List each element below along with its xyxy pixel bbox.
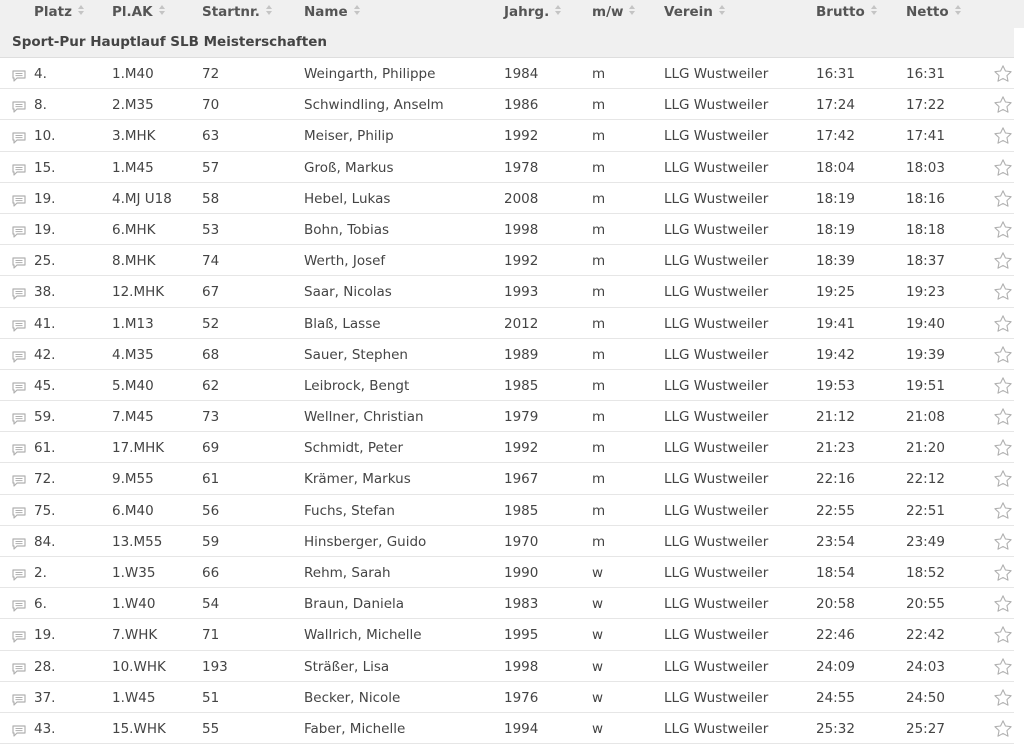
cell-startnr: 59 <box>202 533 220 550</box>
cell-brutto: 16:31 <box>816 66 855 82</box>
cell-netto: 18:52 <box>906 565 945 581</box>
comment-icon[interactable] <box>12 722 26 734</box>
cell-verein: LLG Wustweiler <box>664 627 769 644</box>
cell-mw: m <box>592 159 606 176</box>
cell-platz: 19. <box>34 627 56 644</box>
column-label: Netto <box>906 4 949 20</box>
cell-plak: 5.M40 <box>112 377 154 394</box>
table-row[interactable] <box>0 495 1014 526</box>
cell-plak: 13.M55 <box>112 533 163 550</box>
sort-icon <box>955 5 961 15</box>
comment-icon[interactable] <box>12 472 26 484</box>
cell-brutto: 18:54 <box>816 565 855 581</box>
sort-icon <box>719 5 725 15</box>
cell-mw: m <box>592 284 606 301</box>
comment-icon[interactable] <box>12 691 26 703</box>
star-icon[interactable] <box>993 532 1013 552</box>
table-row[interactable] <box>0 463 1014 494</box>
table-row[interactable] <box>0 183 1014 214</box>
cell-jahrg: 1967 <box>504 471 539 488</box>
comment-icon[interactable] <box>12 67 26 79</box>
cell-verein: LLG Wustweiler <box>664 377 769 394</box>
cell-startnr: 69 <box>202 440 220 457</box>
table-row[interactable] <box>0 245 1014 276</box>
cell-startnr: 57 <box>202 159 220 176</box>
column-label: Platz <box>34 4 72 20</box>
column-header-brutto[interactable] <box>816 4 877 20</box>
column-label: Jahrg. <box>504 4 550 20</box>
cell-startnr: 70 <box>202 97 220 114</box>
cell-jahrg: 1992 <box>504 128 539 145</box>
star-icon[interactable] <box>993 438 1013 458</box>
cell-jahrg: 1994 <box>504 720 539 737</box>
cell-startnr: 67 <box>202 284 220 301</box>
cell-jahrg: 1998 <box>504 658 539 675</box>
cell-startnr: 58 <box>202 190 220 207</box>
table-row[interactable] <box>0 619 1014 650</box>
sort-icon <box>354 5 360 15</box>
cell-jahrg: 1985 <box>504 377 539 394</box>
comment-icon[interactable] <box>12 192 26 204</box>
cell-plak: 1.W45 <box>112 689 156 706</box>
star-icon[interactable] <box>993 345 1013 365</box>
cell-jahrg: 1979 <box>504 409 539 426</box>
cell-platz: 84. <box>34 533 56 550</box>
cell-plak: 1.M45 <box>112 159 154 176</box>
cell-platz: 28. <box>34 658 56 675</box>
comment-icon[interactable] <box>12 98 26 110</box>
cell-platz: 8. <box>34 97 47 114</box>
cell-brutto: 17:24 <box>816 97 855 114</box>
cell-jahrg: 1976 <box>504 689 539 706</box>
cell-startnr: 66 <box>202 565 220 581</box>
star-icon[interactable] <box>993 189 1013 209</box>
cell-netto: 19:40 <box>906 315 945 332</box>
cell-verein: LLG Wustweiler <box>664 533 769 550</box>
cell-startnr: 51 <box>202 689 220 706</box>
column-header-jahrg[interactable] <box>504 4 561 20</box>
cell-verein: LLG Wustweiler <box>664 502 769 519</box>
column-label: Verein <box>664 4 713 20</box>
cell-netto: 23:49 <box>906 533 945 550</box>
comment-icon[interactable] <box>12 379 26 391</box>
comment-icon[interactable] <box>12 223 26 235</box>
cell-brutto: 24:55 <box>816 689 855 706</box>
cell-mw: m <box>592 315 606 332</box>
column-header-name[interactable] <box>304 4 360 20</box>
star-icon[interactable] <box>993 594 1013 614</box>
cell-name[interactable]: Werth, Josef <box>304 253 386 270</box>
cell-brutto: 22:16 <box>816 471 855 488</box>
cell-verein: LLG Wustweiler <box>664 66 769 82</box>
table-body <box>0 58 1024 744</box>
comment-icon[interactable] <box>12 441 26 453</box>
cell-mw: m <box>592 346 606 363</box>
cell-brutto: 25:32 <box>816 720 855 737</box>
cell-platz: 38. <box>34 284 56 301</box>
table-row[interactable] <box>0 339 1014 370</box>
cell-brutto: 20:58 <box>816 596 855 613</box>
cell-verein: LLG Wustweiler <box>664 284 769 301</box>
column-header-mw[interactable] <box>592 4 635 20</box>
column-header-platz[interactable] <box>34 4 84 20</box>
cell-netto: 22:51 <box>906 502 945 519</box>
cell-startnr: 62 <box>202 377 220 394</box>
cell-plak: 7.M45 <box>112 409 154 426</box>
star-icon[interactable] <box>993 657 1013 677</box>
cell-verein: LLG Wustweiler <box>664 128 769 145</box>
cell-verein: LLG Wustweiler <box>664 596 769 613</box>
cell-brutto: 18:39 <box>816 253 855 270</box>
cell-jahrg: 1992 <box>504 253 539 270</box>
star-icon[interactable] <box>993 95 1013 115</box>
cell-mw: m <box>592 471 606 488</box>
cell-netto: 19:23 <box>906 284 945 301</box>
cell-verein: LLG Wustweiler <box>664 221 769 238</box>
table-row[interactable] <box>0 214 1014 245</box>
cell-brutto: 19:53 <box>816 377 855 394</box>
cell-startnr: 72 <box>202 66 220 82</box>
cell-startnr: 52 <box>202 315 220 332</box>
cell-plak: 7.WHK <box>112 627 158 644</box>
column-label: Pl.AK <box>112 4 153 20</box>
cell-mw: w <box>592 720 604 737</box>
comment-icon[interactable] <box>12 504 26 516</box>
sort-icon <box>266 5 272 15</box>
cell-verein: LLG Wustweiler <box>664 97 769 114</box>
cell-mw: m <box>592 221 606 238</box>
cell-mw: m <box>592 253 606 270</box>
table-row[interactable] <box>0 152 1014 183</box>
cell-plak: 15.WHK <box>112 720 166 737</box>
cell-verein: LLG Wustweiler <box>664 565 769 581</box>
cell-name[interactable]: Weingarth, Philippe <box>304 66 436 82</box>
cell-brutto: 22:55 <box>816 502 855 519</box>
cell-startnr: 193 <box>202 658 228 675</box>
column-label: Name <box>304 4 348 20</box>
cell-platz: 45. <box>34 377 56 394</box>
table-row[interactable] <box>0 588 1014 619</box>
cell-verein: LLG Wustweiler <box>664 315 769 332</box>
cell-mw: m <box>592 502 606 519</box>
cell-brutto: 19:25 <box>816 284 855 301</box>
cell-plak: 1.M13 <box>112 315 154 332</box>
cell-name[interactable]: Faber, Michelle <box>304 720 406 737</box>
cell-mw: w <box>592 596 604 613</box>
cell-mw: m <box>592 533 606 550</box>
cell-platz: 15. <box>34 159 56 176</box>
star-icon[interactable] <box>993 251 1013 271</box>
table-row[interactable] <box>0 276 1014 307</box>
cell-plak: 1.W35 <box>112 565 156 581</box>
table-row[interactable] <box>0 557 1014 588</box>
cell-name[interactable]: Schmidt, Peter <box>304 440 404 457</box>
cell-plak: 1.M40 <box>112 66 154 82</box>
cell-jahrg: 1985 <box>504 502 539 519</box>
cell-mw: w <box>592 565 604 581</box>
cell-startnr: 55 <box>202 720 220 737</box>
sort-icon <box>871 5 877 15</box>
cell-plak: 12.MHK <box>112 284 165 301</box>
comment-icon[interactable] <box>12 660 26 672</box>
cell-jahrg: 1978 <box>504 159 539 176</box>
cell-platz: 41. <box>34 315 56 332</box>
cell-platz: 6. <box>34 596 47 613</box>
cell-name[interactable]: Becker, Nicole <box>304 689 401 706</box>
star-icon[interactable] <box>993 501 1013 521</box>
cell-netto: 19:39 <box>906 346 945 363</box>
cell-platz: 61. <box>34 440 56 457</box>
comment-icon[interactable] <box>12 161 26 173</box>
cell-netto: 22:12 <box>906 471 945 488</box>
cell-name[interactable]: Krämer, Markus <box>304 471 411 488</box>
comment-icon[interactable] <box>12 285 26 297</box>
star-icon[interactable] <box>993 407 1013 427</box>
sort-icon <box>78 5 84 15</box>
cell-netto: 20:55 <box>906 596 945 613</box>
group-header <box>0 28 1014 58</box>
table-row[interactable] <box>0 89 1014 120</box>
cell-jahrg: 1990 <box>504 565 539 581</box>
table-row[interactable] <box>0 58 1014 89</box>
comment-icon[interactable] <box>12 535 26 547</box>
cell-verein: LLG Wustweiler <box>664 440 769 457</box>
cell-brutto: 17:42 <box>816 128 855 145</box>
sort-icon <box>629 5 635 15</box>
star-icon[interactable] <box>993 282 1013 302</box>
cell-plak: 10.WHK <box>112 658 166 675</box>
cell-jahrg: 1992 <box>504 440 539 457</box>
cell-plak: 1.W40 <box>112 596 156 613</box>
cell-verein: LLG Wustweiler <box>664 409 769 426</box>
star-icon[interactable] <box>993 314 1013 334</box>
table-row[interactable] <box>0 432 1014 463</box>
cell-name[interactable]: Hebel, Lukas <box>304 190 391 207</box>
cell-netto: 22:42 <box>906 627 945 644</box>
column-header-startnr[interactable] <box>202 4 272 20</box>
column-header-verein[interactable] <box>664 4 725 20</box>
cell-name[interactable]: Bohn, Tobias <box>304 221 390 238</box>
cell-brutto: 22:46 <box>816 627 855 644</box>
cell-jahrg: 1989 <box>504 346 539 363</box>
table-row[interactable] <box>0 651 1014 682</box>
cell-plak: 6.M40 <box>112 502 154 519</box>
comment-icon[interactable] <box>12 410 26 422</box>
cell-plak: 2.M35 <box>112 97 154 114</box>
star-icon[interactable] <box>993 126 1013 146</box>
cell-mw: w <box>592 627 604 644</box>
cell-plak: 3.MHK <box>112 128 156 145</box>
cell-platz: 42. <box>34 346 56 363</box>
cell-mw: m <box>592 66 606 82</box>
star-icon[interactable] <box>993 688 1013 708</box>
star-icon[interactable] <box>993 220 1013 240</box>
group-title: Sport-Pur Hauptlauf SLB Meisterschaften <box>12 34 327 50</box>
comment-icon[interactable] <box>12 254 26 266</box>
cell-netto: 24:03 <box>906 658 945 675</box>
cell-netto: 21:08 <box>906 409 945 426</box>
cell-name[interactable]: Sauer, Stephen <box>304 346 408 363</box>
cell-platz: 43. <box>34 720 56 737</box>
table-row[interactable] <box>0 120 1014 151</box>
table-header <box>0 0 1024 28</box>
cell-startnr: 54 <box>202 596 220 613</box>
comment-icon[interactable] <box>12 317 26 329</box>
cell-netto: 18:16 <box>906 190 945 207</box>
cell-verein: LLG Wustweiler <box>664 159 769 176</box>
cell-netto: 17:22 <box>906 97 945 114</box>
cell-verein: LLG Wustweiler <box>664 471 769 488</box>
cell-platz: 2. <box>34 565 47 581</box>
comment-icon[interactable] <box>12 566 26 578</box>
cell-name[interactable]: Fuchs, Stefan <box>304 502 395 519</box>
comment-icon[interactable] <box>12 628 26 640</box>
cell-startnr: 74 <box>202 253 220 270</box>
cell-plak: 9.M55 <box>112 471 154 488</box>
star-icon[interactable] <box>993 719 1013 739</box>
cell-name[interactable]: Wallrich, Michelle <box>304 627 422 644</box>
cell-mw: m <box>592 128 606 145</box>
cell-mw: w <box>592 689 604 706</box>
cell-verein: LLG Wustweiler <box>664 720 769 737</box>
cell-platz: 4. <box>34 66 47 82</box>
cell-name[interactable]: Saar, Nicolas <box>304 284 392 301</box>
column-label: Brutto <box>816 4 865 20</box>
cell-brutto: 18:19 <box>816 221 855 238</box>
cell-platz: 10. <box>34 128 56 145</box>
cell-brutto: 19:41 <box>816 315 855 332</box>
cell-brutto: 21:23 <box>816 440 855 457</box>
cell-jahrg: 2012 <box>504 315 539 332</box>
cell-verein: LLG Wustweiler <box>664 658 769 675</box>
star-icon[interactable] <box>993 563 1013 583</box>
cell-verein: LLG Wustweiler <box>664 253 769 270</box>
cell-plak: 6.MHK <box>112 221 156 238</box>
cell-platz: 37. <box>34 689 56 706</box>
cell-mw: m <box>592 440 606 457</box>
cell-jahrg: 1984 <box>504 66 539 82</box>
cell-brutto: 23:54 <box>816 533 855 550</box>
cell-jahrg: 1970 <box>504 533 539 550</box>
column-header-plak[interactable] <box>112 4 165 20</box>
cell-netto: 18:03 <box>906 159 945 176</box>
cell-platz: 59. <box>34 409 56 426</box>
star-icon[interactable] <box>993 469 1013 489</box>
cell-plak: 8.MHK <box>112 253 156 270</box>
star-icon[interactable] <box>993 625 1013 645</box>
cell-jahrg: 1986 <box>504 97 539 114</box>
cell-jahrg: 1995 <box>504 627 539 644</box>
cell-plak: 17.MHK <box>112 440 165 457</box>
cell-platz: 75. <box>34 502 56 519</box>
cell-name[interactable]: Braun, Daniela <box>304 596 405 613</box>
table-row[interactable] <box>0 401 1014 432</box>
column-label: Startnr. <box>202 4 260 20</box>
cell-netto: 18:37 <box>906 253 945 270</box>
cell-jahrg: 2008 <box>504 190 539 207</box>
cell-startnr: 53 <box>202 221 220 238</box>
table-row[interactable] <box>0 713 1014 744</box>
cell-netto: 24:50 <box>906 689 945 706</box>
cell-brutto: 19:42 <box>816 346 855 363</box>
cell-mw: m <box>592 409 606 426</box>
column-label: m/w <box>592 4 624 20</box>
star-icon[interactable] <box>993 376 1013 396</box>
cell-name[interactable]: Meiser, Philip <box>304 128 394 145</box>
cell-startnr: 56 <box>202 502 220 519</box>
cell-netto: 16:31 <box>906 66 945 82</box>
cell-netto: 17:41 <box>906 128 945 145</box>
cell-startnr: 61 <box>202 471 220 488</box>
cell-name[interactable]: Wellner, Christian <box>304 409 424 426</box>
cell-netto: 18:18 <box>906 221 945 238</box>
cell-name[interactable]: Groß, Markus <box>304 159 394 176</box>
cell-brutto: 24:09 <box>816 658 855 675</box>
cell-name[interactable]: Rehm, Sarah <box>304 565 391 581</box>
cell-verein: LLG Wustweiler <box>664 190 769 207</box>
cell-name[interactable]: Blaß, Lasse <box>304 315 381 332</box>
cell-startnr: 63 <box>202 128 220 145</box>
cell-mw: m <box>592 97 606 114</box>
cell-startnr: 73 <box>202 409 220 426</box>
cell-jahrg: 1983 <box>504 596 539 613</box>
cell-verein: LLG Wustweiler <box>664 689 769 706</box>
comment-icon[interactable] <box>12 597 26 609</box>
comment-icon[interactable] <box>12 129 26 141</box>
cell-name[interactable]: Schwindling, Anselm <box>304 97 444 114</box>
cell-plak: 4.M35 <box>112 346 154 363</box>
cell-brutto: 21:12 <box>816 409 855 426</box>
cell-plak: 4.MJ U18 <box>112 190 172 207</box>
comment-icon[interactable] <box>12 348 26 360</box>
cell-name[interactable]: Hinsberger, Guido <box>304 533 427 550</box>
column-header-netto[interactable] <box>906 4 961 20</box>
cell-mw: m <box>592 377 606 394</box>
table-row[interactable] <box>0 526 1014 557</box>
cell-platz: 72. <box>34 471 56 488</box>
cell-startnr: 68 <box>202 346 220 363</box>
cell-netto: 21:20 <box>906 440 945 457</box>
cell-brutto: 18:19 <box>816 190 855 207</box>
cell-name[interactable]: Leibrock, Bengt <box>304 377 410 394</box>
cell-jahrg: 1998 <box>504 221 539 238</box>
cell-platz: 25. <box>34 253 56 270</box>
cell-jahrg: 1993 <box>504 284 539 301</box>
cell-platz: 19. <box>34 221 56 238</box>
cell-mw: m <box>592 190 606 207</box>
cell-netto: 25:27 <box>906 720 945 737</box>
cell-name[interactable]: Sträßer, Lisa <box>304 658 390 675</box>
table-row[interactable] <box>0 308 1014 339</box>
table-row[interactable] <box>0 682 1014 713</box>
cell-startnr: 71 <box>202 627 220 644</box>
table-row[interactable] <box>0 370 1014 401</box>
cell-verein: LLG Wustweiler <box>664 346 769 363</box>
sort-icon <box>555 5 561 15</box>
cell-platz: 19. <box>34 190 56 207</box>
cell-mw: w <box>592 658 604 675</box>
sort-icon <box>159 5 165 15</box>
star-icon[interactable] <box>993 158 1013 178</box>
star-icon[interactable] <box>993 64 1013 84</box>
cell-netto: 19:51 <box>906 377 945 394</box>
cell-brutto: 18:04 <box>816 159 855 176</box>
